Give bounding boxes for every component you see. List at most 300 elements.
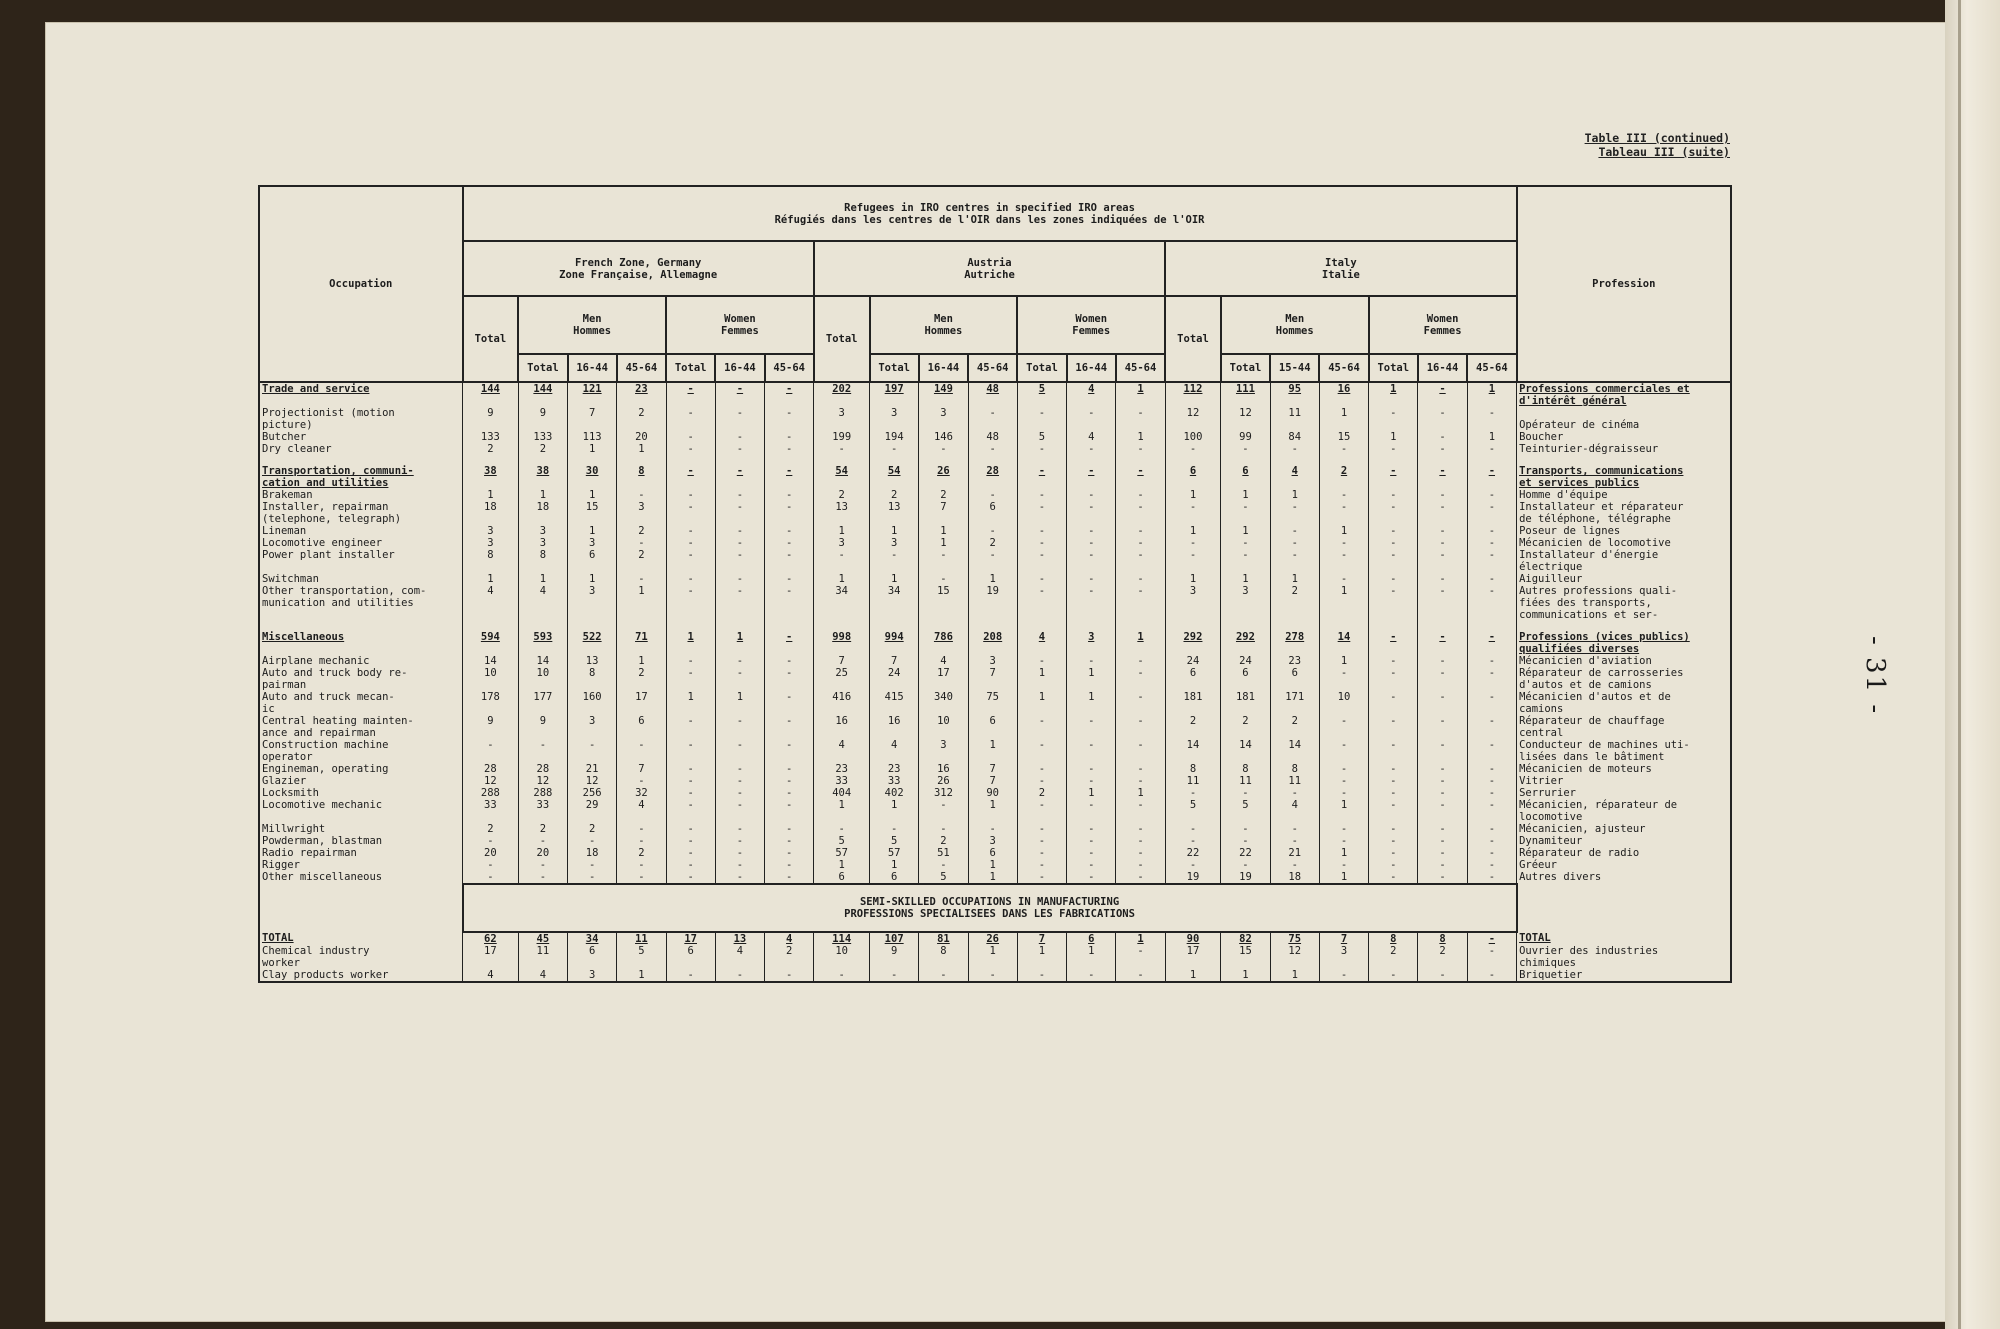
value-cell: 12 <box>1165 407 1221 431</box>
spacer-row <box>259 455 1731 465</box>
value-cell: 3 <box>968 655 1017 667</box>
women-header: Women Femmes <box>666 296 814 354</box>
value-cell: - <box>1369 465 1418 489</box>
value-cell: 2 <box>617 407 666 431</box>
value-cell: 15 <box>1319 431 1368 443</box>
value-cell: 1 <box>1165 573 1221 585</box>
profession-cell: Briquetier <box>1517 969 1731 982</box>
value-cell: - <box>1270 537 1319 549</box>
value-cell: 1 <box>1017 667 1066 691</box>
value-cell: - <box>518 739 567 763</box>
table-row <box>259 407 1731 431</box>
value-cell: 3 <box>518 537 567 549</box>
table-row <box>259 775 1731 787</box>
profession-cell: Mécanicien d'aviation <box>1517 655 1731 667</box>
profession-cell: Conducteur de machines uti- lisées dans le bâtiment <box>1517 739 1731 763</box>
occupation-header: Occupation <box>259 186 463 382</box>
sub-header: Total <box>518 354 567 382</box>
value-cell: - <box>1369 667 1418 691</box>
value-cell: - <box>617 823 666 835</box>
occupation-cell: Construction machine operator <box>259 739 463 763</box>
value-cell: 1 <box>1319 799 1368 823</box>
value-cell: - <box>1418 431 1467 443</box>
value-cell: - <box>968 407 1017 431</box>
value-cell: 7 <box>968 667 1017 691</box>
value-cell: - <box>1467 859 1516 871</box>
value-cell: 2 <box>1319 465 1368 489</box>
profession-cell: Réparateur de carrosseries d'autos et de camions <box>1517 667 1731 691</box>
value-cell: 1 <box>518 489 567 501</box>
value-cell: - <box>765 775 814 787</box>
value-cell: 160 <box>568 691 617 715</box>
occupation-cell: Trade and service <box>259 382 463 407</box>
value-cell: 18 <box>568 847 617 859</box>
value-cell: 14 <box>1319 631 1368 655</box>
sub-header: 45-64 <box>1467 354 1516 382</box>
value-cell: - <box>1116 691 1165 715</box>
value-cell: - <box>1067 859 1116 871</box>
value-cell: - <box>1369 573 1418 585</box>
value-cell: 177 <box>518 691 567 715</box>
sub-header: Total <box>870 354 919 382</box>
value-cell: - <box>1116 871 1165 884</box>
value-cell: - <box>1369 715 1418 739</box>
value-cell: 2 <box>870 489 919 501</box>
sub-header: 45-64 <box>968 354 1017 382</box>
value-cell: 1 <box>568 573 617 585</box>
value-cell: 6 <box>870 871 919 884</box>
value-cell: - <box>666 655 715 667</box>
value-cell: - <box>1319 573 1368 585</box>
value-cell: - <box>1221 859 1270 871</box>
table-row <box>259 443 1731 455</box>
value-cell: - <box>1017 655 1066 667</box>
value-cell: 3 <box>870 537 919 549</box>
value-cell: - <box>715 667 764 691</box>
value-cell: - <box>1369 775 1418 787</box>
value-cell: - <box>968 823 1017 835</box>
value-cell: - <box>1418 465 1467 489</box>
value-cell: - <box>1116 585 1165 621</box>
value-cell: - <box>1319 537 1368 549</box>
value-cell: - <box>1067 537 1116 549</box>
value-cell: - <box>1319 859 1368 871</box>
value-cell: - <box>715 407 764 431</box>
value-cell: 7 <box>919 501 968 525</box>
value-cell: 256 <box>568 787 617 799</box>
value-cell: 16 <box>814 715 870 739</box>
value-cell: - <box>919 859 968 871</box>
value-cell: 4 <box>765 932 814 945</box>
value-cell: - <box>1418 835 1467 847</box>
value-cell: 75 <box>1270 932 1319 945</box>
value-cell: 12 <box>518 775 567 787</box>
value-cell: 3 <box>518 525 567 537</box>
value-cell: 17 <box>617 691 666 715</box>
value-cell: - <box>1067 871 1116 884</box>
value-cell: 23 <box>617 382 666 407</box>
value-cell: - <box>765 969 814 982</box>
value-cell: - <box>1467 799 1516 823</box>
sub-header: 16-44 <box>1067 354 1116 382</box>
value-cell: - <box>1270 443 1319 455</box>
value-cell: - <box>1369 787 1418 799</box>
value-cell: 4 <box>870 739 919 763</box>
value-cell: 1 <box>1116 631 1165 655</box>
value-cell: - <box>765 443 814 455</box>
value-cell: 2 <box>617 525 666 537</box>
sub-header: 45-64 <box>1116 354 1165 382</box>
occupation-cell: Powderman, blastman <box>259 835 463 847</box>
page-number: - 31 - <box>1860 636 1890 716</box>
value-cell: 1 <box>617 969 666 982</box>
table-row <box>259 667 1731 691</box>
value-cell: - <box>1067 969 1116 982</box>
value-cell: - <box>1369 835 1418 847</box>
value-cell: - <box>715 549 764 573</box>
value-cell: - <box>568 739 617 763</box>
value-cell: - <box>765 407 814 431</box>
value-cell: 19 <box>1165 871 1221 884</box>
value-cell: - <box>1319 763 1368 775</box>
value-cell: - <box>1116 739 1165 763</box>
value-cell: 9 <box>463 407 519 431</box>
value-cell: - <box>1017 443 1066 455</box>
value-cell: - <box>518 859 567 871</box>
value-cell: 7 <box>968 763 1017 775</box>
value-cell: - <box>1369 631 1418 655</box>
value-cell: 171 <box>1270 691 1319 715</box>
value-cell: - <box>463 859 519 871</box>
value-cell: 24 <box>1221 655 1270 667</box>
value-cell: 5 <box>870 835 919 847</box>
value-cell: - <box>1017 859 1066 871</box>
value-cell: 402 <box>870 787 919 799</box>
men-header: Men Hommes <box>870 296 1018 354</box>
value-cell: - <box>1017 465 1066 489</box>
value-cell: - <box>1116 501 1165 525</box>
value-cell: 2 <box>919 489 968 501</box>
value-cell: 4 <box>1067 431 1116 443</box>
value-cell: 14 <box>463 655 519 667</box>
value-cell: 1 <box>1319 525 1368 537</box>
profession-cell: Serrurier <box>1517 787 1731 799</box>
value-cell: 1 <box>1116 932 1165 945</box>
value-cell: - <box>1221 501 1270 525</box>
value-cell: - <box>968 489 1017 501</box>
value-cell: 9 <box>463 715 519 739</box>
value-cell: - <box>1017 739 1066 763</box>
value-cell: - <box>715 382 764 407</box>
value-cell: 14 <box>518 655 567 667</box>
value-cell: - <box>1369 823 1418 835</box>
spacer-row <box>259 621 1731 631</box>
occupation-cell: Dry cleaner <box>259 443 463 455</box>
value-cell: - <box>1369 525 1418 537</box>
occupation-cell: Other transportation, com- munication and utilities <box>259 585 463 621</box>
value-cell: 114 <box>814 932 870 945</box>
value-cell: 8 <box>518 549 567 573</box>
profession-cell: Mécanicien de moteurs <box>1517 763 1731 775</box>
value-cell: 8 <box>1221 763 1270 775</box>
value-cell: 1 <box>814 799 870 823</box>
value-cell: 17 <box>666 932 715 945</box>
value-cell: 11 <box>1221 775 1270 787</box>
value-cell: - <box>715 823 764 835</box>
value-cell: 1 <box>968 799 1017 823</box>
value-cell: - <box>765 585 814 621</box>
value-cell: 16 <box>919 763 968 775</box>
value-cell: 1 <box>1319 847 1368 859</box>
value-cell: - <box>1116 465 1165 489</box>
value-cell: - <box>666 525 715 537</box>
value-cell: 10 <box>814 945 870 969</box>
value-cell: 6 <box>968 847 1017 859</box>
value-cell: - <box>1467 835 1516 847</box>
value-cell: - <box>765 715 814 739</box>
value-cell: - <box>666 443 715 455</box>
value-cell: - <box>1418 489 1467 501</box>
value-cell: - <box>1418 859 1467 871</box>
value-cell: 1 <box>1270 573 1319 585</box>
value-cell: 3 <box>568 585 617 621</box>
value-cell: 26 <box>919 775 968 787</box>
value-cell: - <box>666 787 715 799</box>
value-cell: 90 <box>968 787 1017 799</box>
value-cell: 1 <box>1467 382 1516 407</box>
table-row <box>259 537 1731 549</box>
value-cell: 8 <box>1369 932 1418 945</box>
profession-cell: Aiguilleur <box>1517 573 1731 585</box>
value-cell: 1 <box>870 525 919 537</box>
table-row <box>259 585 1731 621</box>
value-cell: - <box>919 549 968 573</box>
value-cell: - <box>1467 667 1516 691</box>
value-cell: 3 <box>463 537 519 549</box>
semi-skilled-header: SEMI-SKILLED OCCUPATIONS IN MANUFACTURING PROFESSIONS SPECIALISEES DANS LES FABRICATIONS <box>463 884 1517 932</box>
sub-header: Total <box>1017 354 1066 382</box>
value-cell: 13 <box>715 932 764 945</box>
value-cell: 8 <box>568 667 617 691</box>
value-cell: 3 <box>463 525 519 537</box>
value-cell: - <box>919 443 968 455</box>
value-cell: - <box>1418 631 1467 655</box>
value-cell: - <box>765 655 814 667</box>
value-cell: - <box>1017 871 1066 884</box>
value-cell: 84 <box>1270 431 1319 443</box>
occupation-cell: Butcher <box>259 431 463 443</box>
value-cell: 1 <box>1067 667 1116 691</box>
value-cell: - <box>1116 549 1165 573</box>
value-cell: 57 <box>870 847 919 859</box>
value-cell: 24 <box>870 667 919 691</box>
value-cell: 2 <box>968 537 1017 549</box>
value-cell: 1 <box>1369 382 1418 407</box>
value-cell: 1 <box>1319 871 1368 884</box>
value-cell: - <box>1165 859 1221 871</box>
value-cell: 146 <box>919 431 968 443</box>
value-cell: 12 <box>568 775 617 787</box>
sub-header: 16-44 <box>715 354 764 382</box>
value-cell: 6 <box>1165 667 1221 691</box>
value-cell: 81 <box>919 932 968 945</box>
value-cell: 2 <box>1270 585 1319 621</box>
value-cell: 8 <box>1418 932 1467 945</box>
value-cell: 786 <box>919 631 968 655</box>
sub-header: 45-64 <box>617 354 666 382</box>
value-cell: - <box>715 871 764 884</box>
occupation-cell: Transportation, communi- cation and utilities <box>259 465 463 489</box>
value-cell: 4 <box>919 655 968 667</box>
value-cell: - <box>1221 537 1270 549</box>
value-cell: - <box>1418 739 1467 763</box>
value-cell: - <box>968 443 1017 455</box>
value-cell: - <box>1165 835 1221 847</box>
value-cell: 3 <box>568 537 617 549</box>
value-cell: - <box>1319 667 1368 691</box>
value-cell: 1 <box>1067 787 1116 799</box>
value-cell: 17 <box>919 667 968 691</box>
value-cell: - <box>715 537 764 549</box>
value-cell: - <box>1418 585 1467 621</box>
value-cell: 34 <box>814 585 870 621</box>
value-cell: 17 <box>1165 945 1221 969</box>
value-cell: - <box>765 465 814 489</box>
value-cell: 6 <box>1067 932 1116 945</box>
value-cell: 1 <box>617 585 666 621</box>
value-cell: - <box>1017 549 1066 573</box>
value-cell: 1 <box>1221 969 1270 982</box>
value-cell: 11 <box>617 932 666 945</box>
value-cell: 2 <box>1165 715 1221 739</box>
value-cell: - <box>666 715 715 739</box>
value-cell: 2 <box>617 549 666 573</box>
value-cell: 18 <box>518 501 567 525</box>
value-cell: - <box>1165 823 1221 835</box>
value-cell: - <box>1116 969 1165 982</box>
table-body-semi-skilled <box>259 932 1731 982</box>
value-cell: 1 <box>1270 489 1319 501</box>
value-cell: - <box>1319 501 1368 525</box>
value-cell: - <box>1467 631 1516 655</box>
value-cell: - <box>1467 847 1516 859</box>
value-cell: 292 <box>1165 631 1221 655</box>
value-cell: 1 <box>617 655 666 667</box>
value-cell: 28 <box>463 763 519 775</box>
value-cell: - <box>1319 775 1368 787</box>
value-cell: 5 <box>1221 799 1270 823</box>
value-cell: - <box>1270 859 1319 871</box>
value-cell: 2 <box>1418 945 1467 969</box>
value-cell: - <box>1067 443 1116 455</box>
value-cell: 2 <box>919 835 968 847</box>
value-cell: 8 <box>1270 763 1319 775</box>
value-cell: - <box>765 847 814 859</box>
value-cell: - <box>870 549 919 573</box>
value-cell: - <box>1369 549 1418 573</box>
value-cell: - <box>1418 443 1467 455</box>
value-cell: - <box>1067 489 1116 501</box>
table-row <box>259 739 1731 763</box>
value-cell: 181 <box>1221 691 1270 715</box>
value-cell: - <box>666 871 715 884</box>
value-cell: 3 <box>1165 585 1221 621</box>
value-cell: - <box>715 443 764 455</box>
value-cell: 22 <box>1165 847 1221 859</box>
value-cell: 1 <box>1467 431 1516 443</box>
value-cell: 12 <box>1270 945 1319 969</box>
value-cell: - <box>1467 823 1516 835</box>
value-cell: 38 <box>518 465 567 489</box>
value-cell: 6 <box>568 945 617 969</box>
profession-cell: Professions (vices publics) qualifiées diverses <box>1517 631 1731 655</box>
value-cell: 33 <box>463 799 519 823</box>
value-cell: 1 <box>568 443 617 455</box>
value-cell: - <box>1165 549 1221 573</box>
value-cell: - <box>1116 799 1165 823</box>
value-cell: - <box>1418 823 1467 835</box>
value-cell: 133 <box>518 431 567 443</box>
table-row <box>259 969 1731 982</box>
value-cell: - <box>1369 585 1418 621</box>
value-cell: 5 <box>919 871 968 884</box>
value-cell: 15 <box>1221 945 1270 969</box>
caption-line-1: Table III (continued) <box>1584 131 1730 145</box>
value-cell: - <box>1067 465 1116 489</box>
value-cell: - <box>666 969 715 982</box>
profession-cell: Boucher <box>1517 431 1731 443</box>
value-cell: 121 <box>568 382 617 407</box>
value-cell: 1 <box>1165 969 1221 982</box>
value-cell: - <box>1116 945 1165 969</box>
value-cell: - <box>617 537 666 549</box>
value-cell: 9 <box>518 407 567 431</box>
value-cell: 8 <box>463 549 519 573</box>
value-cell: - <box>715 655 764 667</box>
value-cell: - <box>1017 835 1066 847</box>
value-cell: 404 <box>814 787 870 799</box>
value-cell: 4 <box>715 945 764 969</box>
value-cell: - <box>1369 847 1418 859</box>
value-cell: 1 <box>1319 655 1368 667</box>
value-cell: - <box>1467 443 1516 455</box>
value-cell: 38 <box>463 465 519 489</box>
profession-cell: Vitrier <box>1517 775 1731 787</box>
zone-french: French Zone, Germany Zone Française, Allemagne <box>463 241 814 296</box>
value-cell: 6 <box>1270 667 1319 691</box>
value-cell: 1 <box>814 573 870 585</box>
profession-cell: Installateur d'énergie électrique <box>1517 549 1731 573</box>
value-cell: - <box>1116 859 1165 871</box>
sub-header: 16-44 <box>919 354 968 382</box>
value-cell: - <box>1369 739 1418 763</box>
value-cell: - <box>666 799 715 823</box>
value-cell: - <box>1017 775 1066 787</box>
value-cell: - <box>1369 969 1418 982</box>
zone-italy: Italy Italie <box>1165 241 1516 296</box>
value-cell: 13 <box>814 501 870 525</box>
value-cell: - <box>1467 763 1516 775</box>
value-cell: 107 <box>870 932 919 945</box>
value-cell: 2 <box>1369 945 1418 969</box>
sub-header: 45-64 <box>765 354 814 382</box>
value-cell: 181 <box>1165 691 1221 715</box>
value-cell: - <box>1017 847 1066 859</box>
women-header: Women Femmes <box>1369 296 1517 354</box>
value-cell: - <box>1067 525 1116 537</box>
value-cell: - <box>1418 501 1467 525</box>
value-cell: 8 <box>617 465 666 489</box>
